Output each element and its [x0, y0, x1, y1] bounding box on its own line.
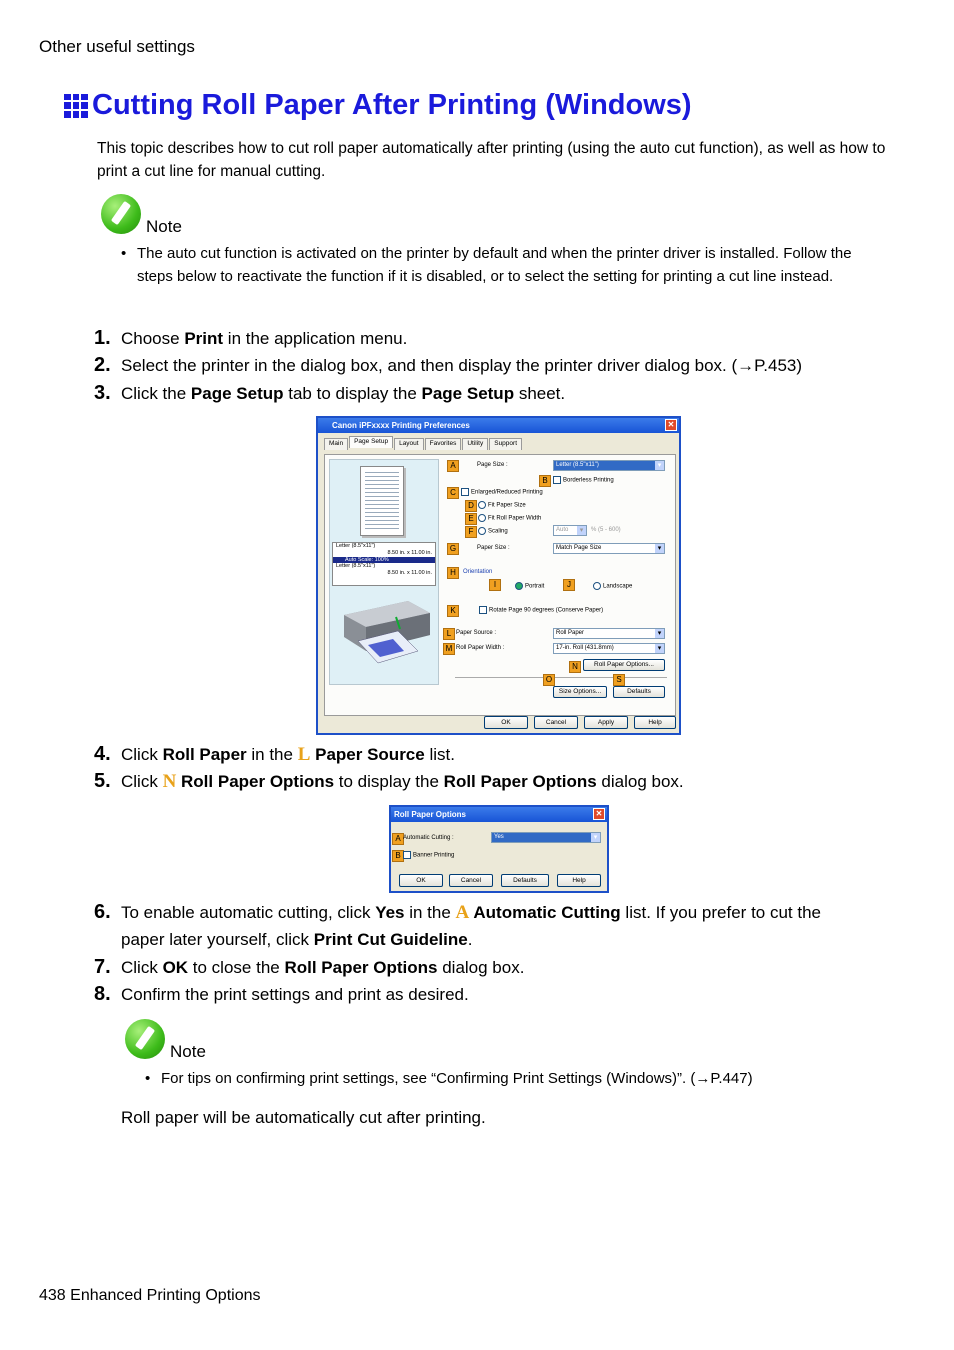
- page-footer: 438 Enhanced Printing Options: [39, 1287, 261, 1304]
- bullet-dot: •: [121, 245, 127, 262]
- step-number: 5.: [94, 770, 111, 792]
- note-bullet-text: The auto cut function is activated on the printer by default and when the printer driver is installed. Follow the steps below to reactivate the function if it is disabled, or to select the setting for printing a cut line instead.: [137, 245, 852, 285]
- note-bullet: [121, 242, 861, 288]
- step-number: 2.: [94, 354, 111, 376]
- step-bold: Yes: [375, 903, 405, 922]
- step-7: [94, 954, 861, 981]
- callout-label-i: I: [489, 579, 501, 591]
- note-bullet: [145, 1067, 865, 1090]
- scaling-label: Scaling: [488, 528, 508, 535]
- enlarged-reduced-checkbox[interactable]: [461, 488, 469, 496]
- topic-grid-icon: [64, 94, 88, 118]
- page-title-text: Cutting Roll Paper After Printing (Windows): [92, 89, 692, 121]
- step-text: dialog box.: [596, 772, 684, 791]
- paper-size-label: Paper Size :: [477, 545, 510, 551]
- callout-label-b: B: [539, 475, 551, 487]
- tab-favorites[interactable]: Favorites: [425, 438, 462, 450]
- step-bold: Automatic Cutting: [469, 903, 621, 922]
- enlarged-reduced-label: Enlarged/Reduced Printing: [471, 489, 543, 496]
- running-header: Other useful settings: [39, 37, 195, 56]
- help-button[interactable]: Help: [634, 716, 676, 729]
- step-4: [94, 741, 861, 768]
- note-label: Note: [170, 1042, 206, 1061]
- step-bold: Roll Paper: [162, 745, 247, 764]
- callout-label-b: B: [392, 850, 404, 862]
- ok-button[interactable]: OK: [399, 874, 443, 887]
- step-text: in the application menu.: [223, 329, 408, 348]
- step-number: 4.: [94, 743, 111, 765]
- paper-source-select[interactable]: Roll Paper ▾: [553, 628, 665, 639]
- step-text: Select the printer in the dialog box, and then display the printer driver dialog box. (→P.453): [121, 356, 803, 375]
- step-text: sheet.: [514, 384, 566, 403]
- callout-label-h: H: [447, 567, 459, 579]
- step-number: 7.: [94, 956, 111, 978]
- intro-paragraph: This topic describes how to cut roll paper automatically after printing (using the auto cut function), as well as how to print a cut line for manual cutting.: [97, 140, 886, 180]
- portrait-radio[interactable]: [515, 582, 523, 590]
- page-setup-sheet: [324, 454, 676, 716]
- dialog-titlebar: [318, 418, 679, 433]
- callout-label-m: M: [443, 643, 455, 655]
- step-bold: Roll Paper Options: [284, 958, 438, 977]
- callout-letter: L: [297, 744, 311, 765]
- tab-layout[interactable]: Layout: [394, 438, 424, 450]
- note-label: Note: [146, 217, 182, 236]
- preview-auto-scale: Auto Scale: 100%: [333, 557, 435, 564]
- step-bold: Print Cut Guideline: [313, 930, 468, 949]
- note-callout: [101, 194, 182, 234]
- rotate-checkbox[interactable]: [479, 606, 487, 614]
- fit-roll-radio[interactable]: [478, 514, 486, 522]
- step-text: list. If you prefer to cut the paper later yourself, click: [121, 903, 822, 949]
- callout-label-f: F: [465, 526, 477, 538]
- printer-illustration: [338, 595, 434, 665]
- step-6: [94, 899, 861, 953]
- note-pencil-icon: [125, 1019, 165, 1059]
- preview-text: 8.50 in. x 11.00 in.: [387, 549, 432, 556]
- callout-label-k: K: [447, 605, 459, 617]
- close-icon[interactable]: ✕: [593, 808, 605, 820]
- step-text: Click: [121, 958, 163, 977]
- step-8: [94, 981, 861, 1008]
- preview-panel: [329, 459, 439, 685]
- step-text: in the: [404, 903, 456, 922]
- step-text: .: [467, 930, 473, 949]
- step-number: 3.: [94, 382, 111, 404]
- step-text: to close the: [188, 958, 285, 977]
- note-pencil-icon: [101, 194, 141, 234]
- borderless-label: Borderless Printing: [563, 477, 614, 484]
- callout-letter: A: [455, 902, 470, 923]
- step-number: 6.: [94, 901, 111, 923]
- step-text: To enable automatic cutting, click: [121, 903, 376, 922]
- step-bold: Paper Source: [310, 745, 425, 764]
- step-text: Confirm the print settings and print as desired.: [121, 985, 469, 1004]
- dialog-title: Canon iPFxxxx Printing Preferences: [332, 421, 470, 430]
- paper-source-label: Paper Source :: [456, 630, 497, 636]
- callout-label-c: C: [447, 487, 459, 499]
- note-bullet-text: For tips on confirming print settings, see “Confirming Print Settings (Windows)”. (→P.447): [161, 1070, 753, 1087]
- scaling-range: % (5 - 600): [591, 527, 621, 533]
- cancel-button[interactable]: Cancel: [449, 874, 493, 887]
- step-2: [94, 352, 861, 379]
- step-bold: Page Setup: [421, 384, 515, 403]
- step-text: Choose: [121, 329, 185, 348]
- step-bold: OK: [162, 958, 189, 977]
- step-number: 1.: [94, 327, 111, 349]
- fit-roll-label: Fit Roll Paper Width: [488, 515, 542, 522]
- paper-size-select[interactable]: Match Page Size ▾: [553, 543, 665, 554]
- close-icon[interactable]: ✕: [665, 419, 677, 431]
- landscape-radio[interactable]: [593, 582, 601, 590]
- defaults-button[interactable]: Defaults: [613, 686, 665, 698]
- tab-bar: [318, 433, 679, 450]
- size-options-button[interactable]: Size Options...: [553, 686, 607, 698]
- page-preview-lines: [365, 472, 399, 530]
- dialog-titlebar: [391, 807, 607, 822]
- roll-width-label: Roll Paper Width :: [456, 645, 505, 651]
- rotate-label: Rotate Page 90 degrees (Conserve Paper): [489, 607, 604, 614]
- divider: [455, 677, 667, 678]
- fit-paper-label: Fit Paper Size: [488, 502, 526, 509]
- step-text: tab to display the: [283, 384, 422, 403]
- step-bold: Page Setup: [190, 384, 284, 403]
- defaults-button[interactable]: Defaults: [501, 874, 549, 887]
- ok-button[interactable]: OK: [484, 716, 528, 729]
- callout-label-o: O: [543, 674, 555, 686]
- printing-preferences-dialog: [316, 416, 681, 735]
- callout-label-d: D: [465, 500, 477, 512]
- step-5: [94, 768, 861, 795]
- roll-paper-options-button[interactable]: Roll Paper Options...: [583, 659, 665, 671]
- callout-label-e: E: [465, 513, 477, 525]
- step-text: Click: [121, 772, 163, 791]
- banner-printing-checkbox[interactable]: [403, 851, 411, 859]
- step-bold: Roll Paper Options: [443, 772, 597, 791]
- borderless-checkbox[interactable]: [553, 476, 561, 484]
- preview-text: Letter (8.5"x11"): [336, 543, 376, 549]
- portrait-label: Portrait: [525, 583, 545, 590]
- callout-label-s: S: [613, 674, 625, 686]
- callout-label-n: N: [569, 661, 581, 673]
- callout-label-a: A: [447, 460, 459, 472]
- banner-printing-label: Banner Printing: [413, 852, 455, 859]
- page-size-label: Page Size :: [477, 462, 508, 468]
- roll-paper-options-dialog: [389, 805, 609, 893]
- dialog-title: Roll Paper Options: [394, 810, 467, 819]
- callout-label-g: G: [447, 543, 459, 555]
- help-button[interactable]: Help: [557, 874, 601, 887]
- scaling-radio[interactable]: [478, 527, 486, 535]
- step-text: in the: [246, 745, 298, 764]
- preview-info-box: [332, 542, 436, 586]
- note-callout: [125, 1019, 206, 1059]
- apply-button[interactable]: Apply: [584, 716, 628, 729]
- tab-support[interactable]: Support: [489, 438, 522, 450]
- preview-text: 8.50 in. x 11.00 in.: [387, 570, 432, 577]
- preview-text: Letter (8.5"x11"): [336, 563, 376, 570]
- step-number: 8.: [94, 983, 111, 1005]
- callout-label-a: A: [392, 833, 404, 845]
- scaling-input[interactable]: Auto ▾: [553, 525, 587, 536]
- step-text: to display the: [334, 772, 444, 791]
- step-bold: Roll Paper Options: [176, 772, 335, 791]
- step-text: Click: [121, 745, 163, 764]
- step-3: [94, 380, 861, 407]
- cancel-button[interactable]: Cancel: [534, 716, 578, 729]
- tab-utility[interactable]: Utility: [462, 438, 488, 450]
- page-size-select[interactable]: Letter (8.5"x11") ▾: [553, 460, 665, 471]
- page-title: [64, 89, 692, 122]
- automatic-cutting-label: Automatic Cutting :: [403, 835, 454, 841]
- tab-page-setup[interactable]: Page Setup: [349, 436, 393, 448]
- roll-width-select[interactable]: 17-in. Roll (431.8mm) ▾: [553, 643, 665, 654]
- step-1: [94, 325, 861, 352]
- callout-label-l: L: [443, 628, 455, 640]
- automatic-cutting-select[interactable]: Yes ▾: [491, 832, 601, 843]
- page-preview: [360, 466, 404, 536]
- fit-paper-radio[interactable]: [478, 501, 486, 509]
- step-text: Click the: [121, 384, 191, 403]
- callout-label-j: J: [563, 579, 575, 591]
- bullet-dot: •: [145, 1070, 151, 1087]
- step-bold: Print: [184, 329, 224, 348]
- callout-letter: N: [162, 771, 177, 792]
- step-text: dialog box.: [437, 958, 525, 977]
- landscape-label: Landscape: [603, 583, 633, 590]
- result-text: Roll paper will be automatically cut after printing.: [121, 1108, 486, 1127]
- tab-main[interactable]: Main: [324, 438, 348, 450]
- step-text: list.: [424, 745, 455, 764]
- orientation-group-label: Orientation: [463, 569, 493, 575]
